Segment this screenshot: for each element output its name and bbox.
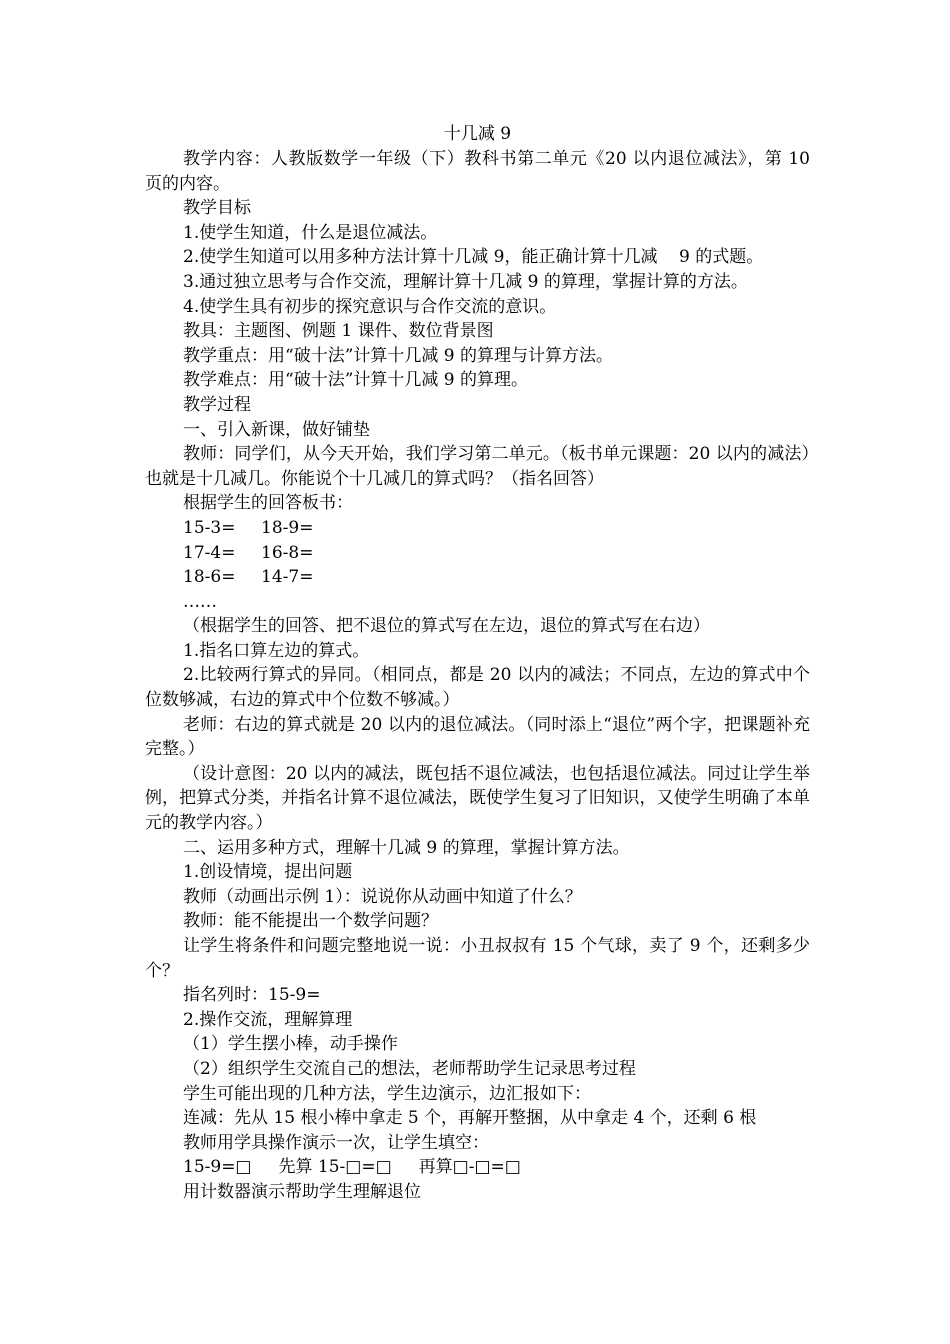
equation: 18-6= bbox=[183, 567, 236, 588]
paragraph: 教师：能不能提出一个数学问题？ bbox=[183, 911, 438, 932]
paragraph: 1.创设情境，提出问题 bbox=[183, 862, 353, 883]
paragraph: 教师（动画出示例 1）：说说你从动画中知道了什么？ bbox=[183, 886, 582, 907]
paragraph: 2.使学生知道可以用多种方法计算十几减 9，能正确计算十几减 9 的式题。 bbox=[183, 247, 764, 268]
paragraph: 一、引入新课，做好铺垫 bbox=[183, 419, 370, 440]
paragraph: 2.比较两行算式的异同。（相同点，都是 20 以内的减法；不同点，左边的算式中个位数够减，右边的算式中个位数不够减。） bbox=[145, 665, 810, 711]
paragraph: 教学重点：用“破十法”计算十几减 9 的算理与计算方法。 bbox=[183, 345, 614, 366]
paragraph: 教具：主题图、例题 1 课件、数位背景图 bbox=[183, 321, 494, 342]
paragraph: 老师：右边的算式就是 20 以内的退位减法。（同时添上“退位”两个字，把课题补充完整。） bbox=[145, 714, 810, 760]
paragraph: 教学难点：用“破十法”计算十几减 9 的算理。 bbox=[183, 370, 529, 391]
paragraph: 学生可能出现的几种方法，学生边演示，边汇报如下： bbox=[183, 1083, 591, 1104]
equation: 16-8= bbox=[261, 542, 314, 563]
paragraph: 教学目标 bbox=[183, 198, 251, 219]
paragraph: 二、运用多种方式，理解十几减 9 的算理，掌握计算方法。 bbox=[183, 837, 630, 858]
document-body bbox=[145, 121, 816, 1205]
paragraph: 4.使学生具有初步的探究意识与合作交流的意识。 bbox=[183, 296, 557, 317]
paragraph: 1.指名口算左边的算式。 bbox=[183, 640, 370, 661]
equation: 18-9= bbox=[261, 517, 314, 538]
equation: 14-7= bbox=[261, 567, 314, 588]
paragraph: 教师用学具操作演示一次，让学生填空： bbox=[183, 1132, 489, 1153]
paragraph: 用计数器演示帮助学生理解退位 bbox=[183, 1181, 421, 1202]
paragraph: （根据学生的回答、把不退位的算式写在左边，退位的算式写在右边） bbox=[183, 616, 710, 637]
paragraph: 教学内容：人教版数学一年级（下）教科书第二单元《20 以内退位减法》，第 10 页的内容。 bbox=[145, 149, 816, 194]
paragraph: （2）组织学生交流自己的想法，老师帮助学生记录思考过程 bbox=[183, 1058, 636, 1079]
equation-list bbox=[145, 516, 810, 590]
paragraph: （1）学生摆小棒，动手操作 bbox=[183, 1034, 398, 1055]
paragraph: 1.使学生知道，什么是退位减法。 bbox=[183, 222, 438, 243]
ellipsis: …… bbox=[183, 591, 217, 612]
paragraph: 让学生将条件和问题完整地说一说：小丑叔叔有 15 个气球，卖了 9 个，还剩多少个？ bbox=[145, 936, 810, 981]
equation-row bbox=[145, 565, 810, 590]
paragraph: 指名列时：15-9= bbox=[183, 985, 321, 1006]
paragraph: 教学过程 bbox=[183, 394, 251, 415]
paragraph: 教师：同学们，从今天开始，我们学习第二单元。（板书单元课题：20 以内的减法）也就是十几减几。你能说个十几减几的算式吗？（指名回答） bbox=[145, 444, 810, 489]
equation-row bbox=[145, 541, 810, 566]
equation: 17-4= bbox=[183, 542, 236, 563]
paragraph: 根据学生的回答板书： bbox=[183, 493, 353, 514]
paragraph: 3.通过独立思考与合作交流，理解计算十几减 9 的算理，掌握计算的方法。 bbox=[183, 271, 748, 292]
paragraph: 15-9=□ 先算 15-□=□ 再算□-□=□ bbox=[183, 1157, 521, 1178]
document-title: 十几减 9 bbox=[443, 124, 512, 144]
paragraph: （设计意图：20 以内的减法，既包括不退位减法，也包括退位减法。同过让学生举例，把算式分类，并指名计算不退位减法，既使学生复习了旧知识，又使学生明确了本单元的教学内容。） bbox=[145, 763, 810, 834]
paragraph: 2.操作交流，理解算理 bbox=[183, 1009, 353, 1030]
equation: 15-3= bbox=[183, 517, 236, 538]
paragraph: 连减：先从 15 根小棒中拿走 5 个，再解开整捆，从中拿走 4 个，还剩 6 根 bbox=[183, 1108, 757, 1129]
equation-row bbox=[145, 516, 810, 541]
